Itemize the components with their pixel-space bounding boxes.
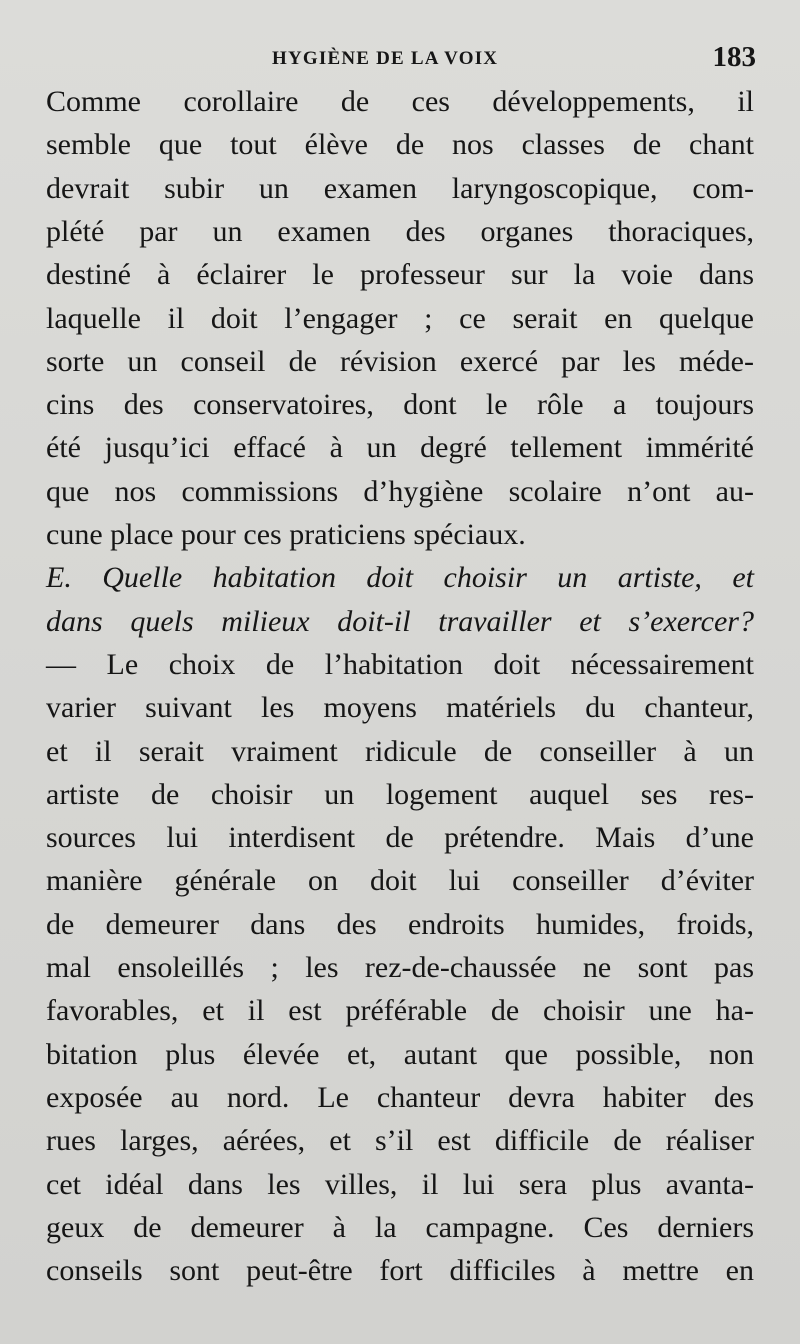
text-line: geux de demeurer à la campagne. Ces derniers [46, 1210, 754, 1244]
text-line: sorte un conseil de révision exercé par les méde- [46, 344, 754, 378]
section-heading-line: dans quels milieux doit-il travailler et s’exercer? [46, 604, 754, 638]
running-title: HYGIÈNE DE LA VOIX [272, 48, 499, 69]
section-heading-line: E. Quelle habitation doit choisir un artiste, et [46, 561, 754, 595]
text-line: — Le choix de l’habitation doit nécessairement [46, 647, 754, 681]
text-line: laquelle il doit l’engager ; ce serait en quelque [46, 301, 754, 335]
text-line: manière générale on doit lui conseiller d’éviter [46, 864, 754, 898]
page-number: 183 [712, 41, 756, 73]
text-line: artiste de choisir un logement auquel ses res- [46, 777, 754, 811]
text-line: que nos commissions d’hygiène scolaire n’ont au- [46, 474, 754, 508]
text-line: mal ensoleillés ; les rez-de-chaussée ne sont pas [46, 951, 754, 984]
text-line: été jusqu’ici effacé à un degré tellement immérité [46, 431, 754, 465]
text-line: conseils sont peut-être fort difficiles à mettre en [46, 1254, 754, 1288]
text-line: de demeurer dans des endroits humides, froids, [46, 907, 754, 941]
text-line: semble que tout élève de nos classes de chant [46, 128, 754, 162]
text-line: exposée au nord. Le chanteur devra habiter des [46, 1080, 754, 1114]
page-header [0, 40, 800, 80]
text-line: destiné à éclairer le professeur sur la voie dans [46, 258, 754, 292]
text-line: bitation plus élevée et, autant que possible, non [46, 1037, 754, 1071]
text-line: favorables, et il est préférable de choisir une ha- [46, 994, 754, 1028]
text-line: Comme corollaire de ces développements, il [46, 85, 754, 118]
text-line: varier suivant les moyens matériels du chanteur, [46, 691, 754, 725]
text-line: sources lui interdisent de prétendre. Mais d’une [46, 821, 754, 855]
text-line: cune place pour ces praticiens spéciaux. [46, 518, 526, 551]
text-line: et il serait vraiment ridicule de conseiller à un [46, 734, 754, 768]
text-line: plété par un examen des organes thoraciques, [46, 214, 754, 248]
text-line: cins des conservatoires, dont le rôle a toujours [46, 388, 754, 422]
text-line: devrait subir un examen laryngoscopique, com- [46, 171, 754, 205]
text-line: cet idéal dans les villes, il lui sera plus avanta- [46, 1167, 754, 1201]
text-line: rues larges, aérées, et s’il est difficile de réaliser [46, 1124, 754, 1158]
